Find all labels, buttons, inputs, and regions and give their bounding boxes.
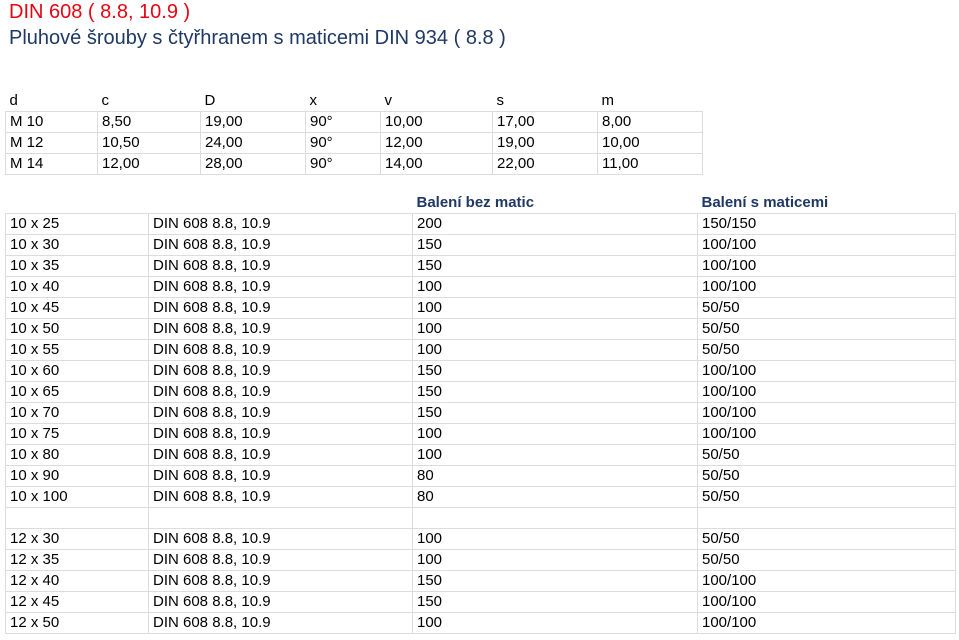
packing-row bbox=[6, 445, 956, 466]
packing-cell: 100/100 bbox=[698, 256, 956, 277]
packing-row bbox=[6, 613, 956, 634]
packing-cell bbox=[698, 508, 956, 529]
packing-cell: 50/50 bbox=[698, 550, 956, 571]
packing-cell: 12 x 35 bbox=[6, 550, 149, 571]
packing-cell: 10 x 60 bbox=[6, 361, 149, 382]
dimension-cell: M 10 bbox=[6, 112, 98, 133]
packing-cell: 100 bbox=[413, 340, 698, 361]
packing-cell: 10 x 65 bbox=[6, 382, 149, 403]
dimension-header-cell: c bbox=[101, 92, 109, 109]
packing-cell: 100/100 bbox=[698, 382, 956, 403]
packing-cell: 50/50 bbox=[698, 445, 956, 466]
packing-cell: 12 x 50 bbox=[6, 613, 149, 634]
packing-row bbox=[6, 424, 956, 445]
packing-header-row bbox=[6, 193, 956, 214]
packing-cell: DIN 608 8.8, 10.9 bbox=[149, 403, 413, 424]
packing-table bbox=[5, 193, 956, 634]
packing-cell: 100 bbox=[413, 298, 698, 319]
dimension-header-cell: s bbox=[496, 92, 504, 109]
packing-cell: DIN 608 8.8, 10.9 bbox=[149, 592, 413, 613]
packing-cell: 100 bbox=[413, 529, 698, 550]
dimension-header-cell: x bbox=[309, 92, 317, 109]
packing-cell: 100 bbox=[413, 319, 698, 340]
dimension-header-row bbox=[6, 91, 703, 112]
packing-cell: DIN 608 8.8, 10.9 bbox=[149, 214, 413, 235]
packing-cell: DIN 608 8.8, 10.9 bbox=[149, 277, 413, 298]
packing-row bbox=[6, 571, 956, 592]
packing-cell: 150 bbox=[413, 592, 698, 613]
packing-cell: 10 x 90 bbox=[6, 466, 149, 487]
packing-cell: 100/100 bbox=[698, 613, 956, 634]
dimension-cell: 19,00 bbox=[201, 112, 306, 133]
packing-row bbox=[6, 235, 956, 256]
packing-cell: DIN 608 8.8, 10.9 bbox=[149, 340, 413, 361]
dimension-cell: 19,00 bbox=[493, 133, 598, 154]
packing-cell: 150 bbox=[413, 256, 698, 277]
dimension-cell: 8,50 bbox=[98, 112, 201, 133]
dimension-cell: 10,50 bbox=[98, 133, 201, 154]
dimension-cell: 10,00 bbox=[381, 112, 493, 133]
dimension-cell: 12,00 bbox=[98, 154, 201, 175]
packing-cell: 12 x 40 bbox=[6, 571, 149, 592]
packing-cell: 10 x 80 bbox=[6, 445, 149, 466]
packing-cell: 10 x 55 bbox=[6, 340, 149, 361]
packing-row bbox=[6, 340, 956, 361]
dimension-cell: 22,00 bbox=[493, 154, 598, 175]
packing-cell: 50/50 bbox=[698, 487, 956, 508]
packing-cell: 100 bbox=[413, 613, 698, 634]
dimension-cell: 10,00 bbox=[598, 133, 703, 154]
packing-row bbox=[6, 256, 956, 277]
packing-cell: DIN 608 8.8, 10.9 bbox=[149, 361, 413, 382]
packing-cell: DIN 608 8.8, 10.9 bbox=[149, 466, 413, 487]
packing-cell: 50/50 bbox=[698, 298, 956, 319]
dimension-header-cell: v bbox=[384, 92, 392, 109]
dimension-cell: 17,00 bbox=[493, 112, 598, 133]
dimension-header-cell: d bbox=[9, 92, 18, 109]
packing-cell: DIN 608 8.8, 10.9 bbox=[149, 550, 413, 571]
packing-cell: 150/150 bbox=[698, 214, 956, 235]
dimension-cell: M 12 bbox=[6, 133, 98, 154]
packing-cell: 10 x 70 bbox=[6, 403, 149, 424]
packing-cell: 50/50 bbox=[698, 529, 956, 550]
packing-cell: DIN 608 8.8, 10.9 bbox=[149, 529, 413, 550]
packing-cell: 80 bbox=[413, 466, 698, 487]
packing-cell: 50/50 bbox=[698, 319, 956, 340]
packing-cell: 100/100 bbox=[698, 592, 956, 613]
packing-cell: 10 x 35 bbox=[6, 256, 149, 277]
dimension-cell: 90° bbox=[306, 154, 381, 175]
dimension-cell: 8,00 bbox=[598, 112, 703, 133]
packing-cell: 100 bbox=[413, 424, 698, 445]
dimension-row bbox=[6, 133, 703, 154]
packing-cell: 100/100 bbox=[698, 235, 956, 256]
packing-cell: 12 x 30 bbox=[6, 529, 149, 550]
packing-row bbox=[6, 319, 956, 340]
packing-cell: 100/100 bbox=[698, 361, 956, 382]
dimension-row bbox=[6, 112, 703, 133]
dimension-cell: 90° bbox=[306, 112, 381, 133]
packing-header-no-nuts: Balení bez matic bbox=[416, 194, 535, 211]
packing-cell: 200 bbox=[413, 214, 698, 235]
packing-cell: DIN 608 8.8, 10.9 bbox=[149, 298, 413, 319]
packing-cell bbox=[413, 508, 698, 529]
packing-row bbox=[6, 382, 956, 403]
packing-row bbox=[6, 298, 956, 319]
packing-cell: DIN 608 8.8, 10.9 bbox=[149, 487, 413, 508]
packing-row bbox=[6, 361, 956, 382]
packing-cell: DIN 608 8.8, 10.9 bbox=[149, 613, 413, 634]
dimension-cell: 12,00 bbox=[381, 133, 493, 154]
packing-cell: 150 bbox=[413, 382, 698, 403]
packing-cell: 10 x 25 bbox=[6, 214, 149, 235]
packing-cell bbox=[149, 508, 413, 529]
packing-cell: DIN 608 8.8, 10.9 bbox=[149, 571, 413, 592]
packing-row bbox=[6, 277, 956, 298]
packing-row bbox=[6, 529, 956, 550]
packing-cell: 100/100 bbox=[698, 424, 956, 445]
packing-header-empty bbox=[149, 193, 413, 214]
packing-header-with-nuts: Balení s maticemi bbox=[701, 194, 829, 211]
packing-cell bbox=[6, 508, 149, 529]
packing-cell: DIN 608 8.8, 10.9 bbox=[149, 256, 413, 277]
packing-cell: DIN 608 8.8, 10.9 bbox=[149, 319, 413, 340]
packing-cell: 150 bbox=[413, 403, 698, 424]
dimension-table bbox=[5, 91, 703, 175]
packing-cell: 50/50 bbox=[698, 466, 956, 487]
packing-cell: DIN 608 8.8, 10.9 bbox=[149, 382, 413, 403]
dimension-cell: 24,00 bbox=[201, 133, 306, 154]
packing-cell: 150 bbox=[413, 235, 698, 256]
packing-cell: 10 x 45 bbox=[6, 298, 149, 319]
packing-row bbox=[6, 592, 956, 613]
page-title: DIN 608 ( 8.8, 10.9 ) bbox=[9, 1, 191, 23]
packing-cell: 100/100 bbox=[698, 571, 956, 592]
packing-cell: 100 bbox=[413, 550, 698, 571]
dimension-header-cell: D bbox=[204, 92, 216, 109]
dimension-header-cell: m bbox=[601, 92, 614, 109]
packing-cell: 10 x 100 bbox=[6, 487, 149, 508]
packing-row bbox=[6, 403, 956, 424]
packing-cell: 10 x 75 bbox=[6, 424, 149, 445]
packing-cell: 100/100 bbox=[698, 403, 956, 424]
dimension-cell: 11,00 bbox=[598, 154, 703, 175]
packing-row bbox=[6, 214, 956, 235]
packing-header-empty bbox=[6, 193, 149, 214]
dimension-cell: M 14 bbox=[6, 154, 98, 175]
packing-cell: DIN 608 8.8, 10.9 bbox=[149, 445, 413, 466]
packing-cell: 10 x 30 bbox=[6, 235, 149, 256]
packing-cell: DIN 608 8.8, 10.9 bbox=[149, 424, 413, 445]
packing-row bbox=[6, 466, 956, 487]
packing-cell: 12 x 45 bbox=[6, 592, 149, 613]
packing-cell: 10 x 40 bbox=[6, 277, 149, 298]
dimension-cell: 90° bbox=[306, 133, 381, 154]
packing-cell: 80 bbox=[413, 487, 698, 508]
packing-spacer-row bbox=[6, 508, 956, 529]
packing-cell: 100 bbox=[413, 277, 698, 298]
packing-cell: 50/50 bbox=[698, 340, 956, 361]
packing-cell: 100 bbox=[413, 445, 698, 466]
packing-cell: 10 x 50 bbox=[6, 319, 149, 340]
packing-cell: 100/100 bbox=[698, 277, 956, 298]
packing-cell: 150 bbox=[413, 571, 698, 592]
dimension-row bbox=[6, 154, 703, 175]
packing-row bbox=[6, 550, 956, 571]
packing-cell: 150 bbox=[413, 361, 698, 382]
packing-row bbox=[6, 487, 956, 508]
page-subtitle: Pluhové šrouby s čtyřhranem s maticemi DIN 934 ( 8.8 ) bbox=[9, 27, 506, 49]
dimension-cell: 28,00 bbox=[201, 154, 306, 175]
dimension-cell: 14,00 bbox=[381, 154, 493, 175]
packing-cell: DIN 608 8.8, 10.9 bbox=[149, 235, 413, 256]
